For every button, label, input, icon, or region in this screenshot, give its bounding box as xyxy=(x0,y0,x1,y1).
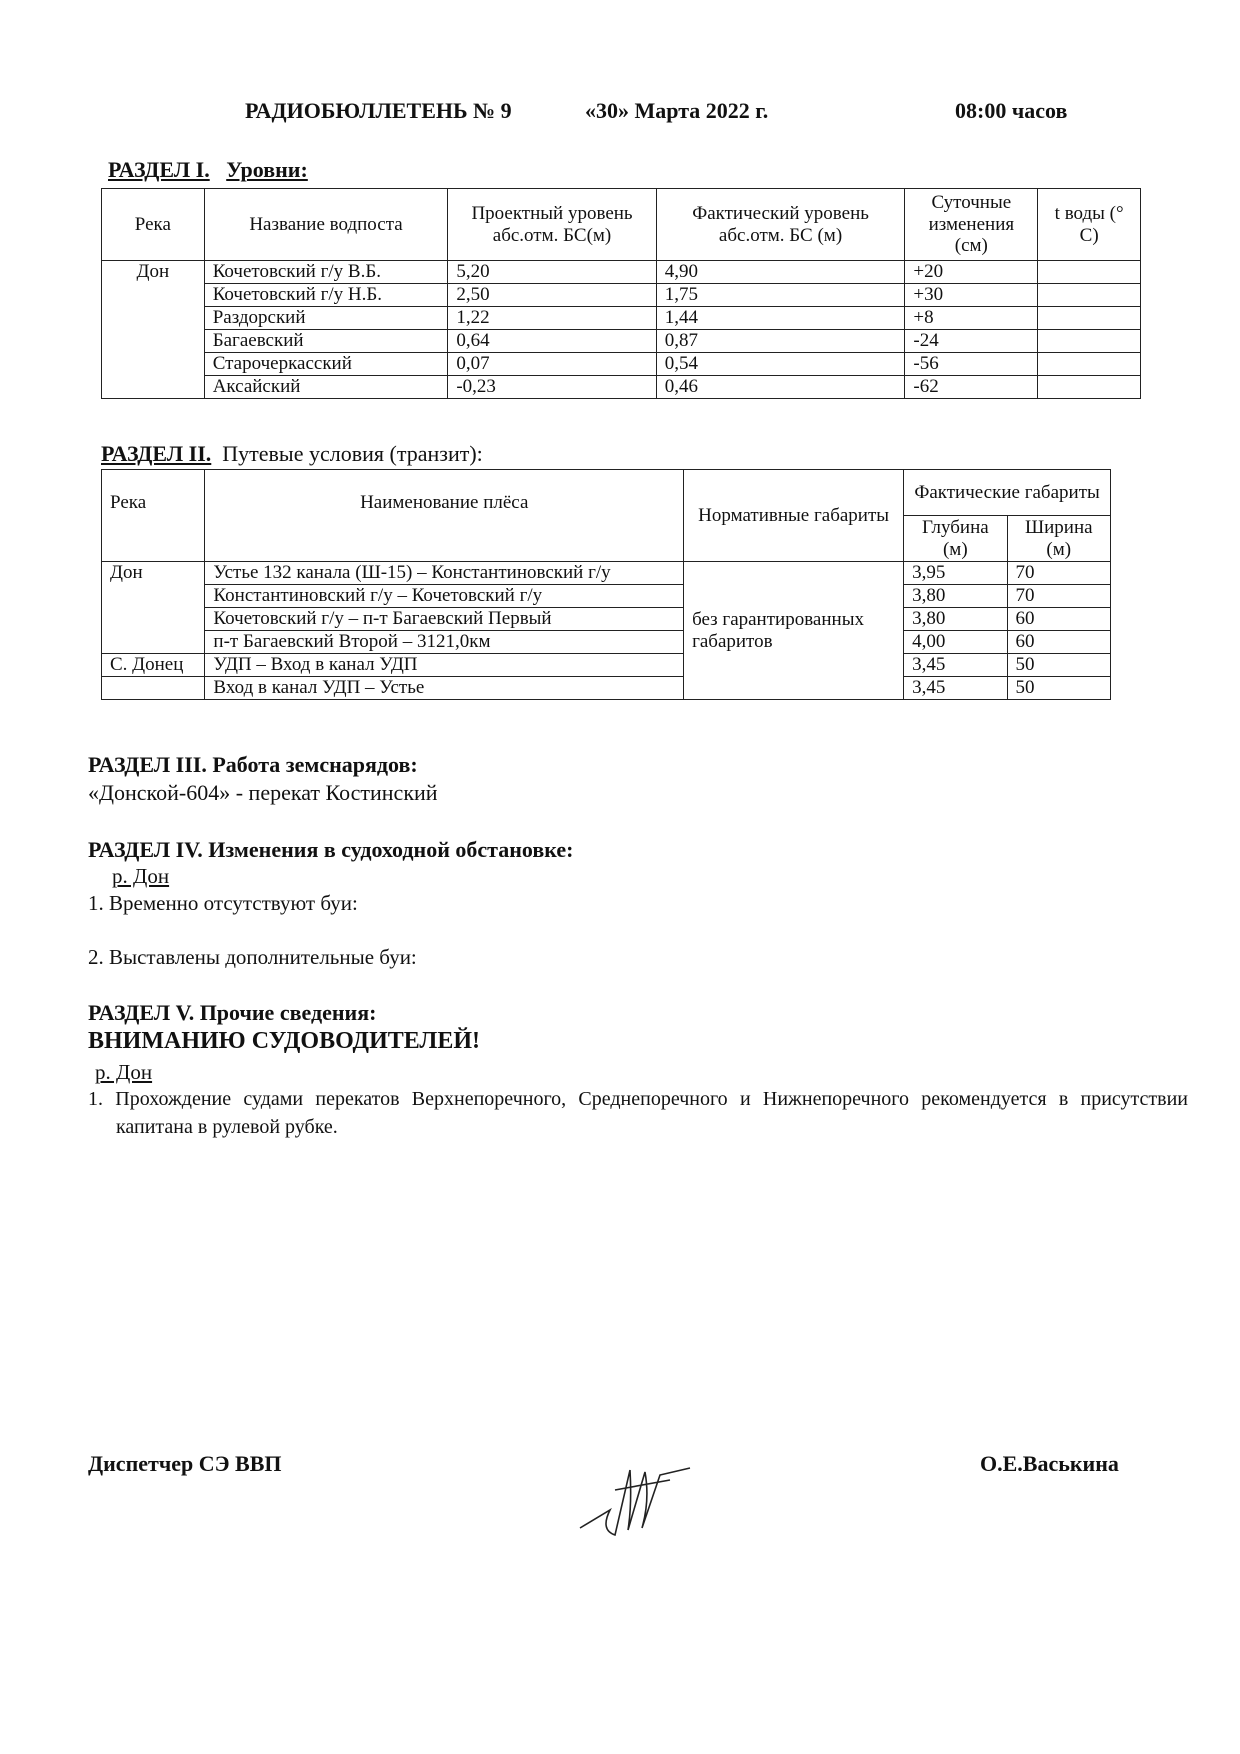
section5-title: РАЗДЕЛ V. Прочие сведения: xyxy=(88,1000,377,1025)
river-cell: Дон xyxy=(102,261,205,399)
col-actual: Фактические габариты xyxy=(904,470,1111,516)
table-row xyxy=(102,376,1141,399)
table-row xyxy=(102,261,1141,284)
table-row xyxy=(102,284,1141,307)
temp-cell xyxy=(1038,376,1141,399)
depth-cell: 3,95 xyxy=(904,562,1007,585)
stretch-cell: УДП – Вход в канал УДП xyxy=(205,654,684,677)
col-depth: Глубина (м) xyxy=(904,516,1007,562)
river-cell: С. Донец xyxy=(102,654,205,677)
table-row xyxy=(102,608,1111,631)
transit-table xyxy=(101,469,1111,700)
section1-title: Уровни: xyxy=(226,157,308,182)
actual-cell: 4,90 xyxy=(656,261,905,284)
change-cell: +8 xyxy=(905,307,1038,330)
change-cell: -24 xyxy=(905,330,1038,353)
width-cell: 60 xyxy=(1007,608,1110,631)
temp-cell xyxy=(1038,307,1141,330)
width-cell: 70 xyxy=(1007,585,1110,608)
width-cell: 50 xyxy=(1007,677,1110,700)
project-cell: 1,22 xyxy=(448,307,656,330)
col-width: Ширина (м) xyxy=(1007,516,1110,562)
river-cell: Дон xyxy=(102,562,205,654)
table-row xyxy=(102,353,1141,376)
depth-cell: 3,45 xyxy=(904,654,1007,677)
section2-label: РАЗДЕЛ II. xyxy=(101,441,212,466)
section3-title: РАЗДЕЛ III. Работа земснарядов: xyxy=(88,752,418,777)
table-row xyxy=(102,330,1141,353)
section2-title: Путевые условия (транзит): xyxy=(222,441,483,466)
bulletin-date: «30» Марта 2022 г. xyxy=(585,98,769,123)
section4-item2: 2. Выставлены дополнительные буи: xyxy=(88,945,417,969)
stretch-cell: Вход в канал УДП – Устье xyxy=(205,677,684,700)
section2-heading xyxy=(101,441,483,467)
temp-cell xyxy=(1038,330,1141,353)
section4-item1: 1. Временно отсутствуют буи: xyxy=(88,891,358,915)
normative-cell: без гарантированных габаритов xyxy=(684,562,904,700)
table-row xyxy=(102,585,1111,608)
stretch-cell: п-т Багаевский Второй – 3121,0км xyxy=(205,631,684,654)
post-cell: Аксайский xyxy=(204,376,448,399)
actual-cell: 0,54 xyxy=(656,353,905,376)
levels-table xyxy=(101,188,1141,399)
width-cell: 50 xyxy=(1007,654,1110,677)
actual-cell: 0,46 xyxy=(656,376,905,399)
actual-cell: 1,75 xyxy=(656,284,905,307)
actual-cell: 0,87 xyxy=(656,330,905,353)
stretch-cell: Константиновский г/у – Кочетовский г/у xyxy=(205,585,684,608)
col-project-level: Проектный уровень абс.отм. БС(м) xyxy=(448,189,656,261)
bulletin-title: РАДИОБЮЛЛЕТЕНЬ № 9 xyxy=(245,98,512,123)
col-normative: Нормативные габариты xyxy=(684,470,904,562)
project-cell: 5,20 xyxy=(448,261,656,284)
col-river: Река xyxy=(102,470,205,562)
depth-cell: 3,80 xyxy=(904,585,1007,608)
depth-cell: 3,45 xyxy=(904,677,1007,700)
change-cell: -56 xyxy=(905,353,1038,376)
col-water-temp: t воды (° С) xyxy=(1038,189,1141,261)
post-cell: Старочеркасский xyxy=(204,353,448,376)
col-stretch: Наименование плёса xyxy=(205,470,684,562)
post-cell: Кочетовский г/у В.Б. xyxy=(204,261,448,284)
table-row xyxy=(102,562,1111,585)
table-row xyxy=(102,631,1111,654)
section4-title: РАЗДЕЛ IV. Изменения в судоходной обстановке: xyxy=(88,837,574,862)
col-daily-change: Суточные изменения (см) xyxy=(905,189,1038,261)
section3-text: «Донской-604» - перекат Костинский xyxy=(88,780,438,805)
stretch-cell: Кочетовский г/у – п-т Багаевский Первый xyxy=(205,608,684,631)
river-cell-empty xyxy=(102,677,205,700)
temp-cell xyxy=(1038,261,1141,284)
depth-cell: 3,80 xyxy=(904,608,1007,631)
project-cell: 0,64 xyxy=(448,330,656,353)
width-cell: 60 xyxy=(1007,631,1110,654)
project-cell: 0,07 xyxy=(448,353,656,376)
project-cell: 2,50 xyxy=(448,284,656,307)
col-actual-level: Фактический уровень абс.отм. БС (м) xyxy=(656,189,905,261)
section5-river: р. Дон xyxy=(95,1060,153,1084)
change-cell: +20 xyxy=(905,261,1038,284)
section4-river: р. Дон xyxy=(112,864,170,888)
table-row xyxy=(102,654,1111,677)
post-cell: Раздорский xyxy=(204,307,448,330)
attention-heading: ВНИМАНИЮ СУДОВОДИТЕЛЕЙ! xyxy=(88,1028,480,1054)
post-cell: Кочетовский г/у Н.Б. xyxy=(204,284,448,307)
actual-cell: 1,44 xyxy=(656,307,905,330)
temp-cell xyxy=(1038,353,1141,376)
depth-cell: 4,00 xyxy=(904,631,1007,654)
section1-heading xyxy=(108,157,308,183)
temp-cell xyxy=(1038,284,1141,307)
col-river: Река xyxy=(102,189,205,261)
post-cell: Багаевский xyxy=(204,330,448,353)
project-cell: -0,23 xyxy=(448,376,656,399)
table-row xyxy=(102,307,1141,330)
signature xyxy=(570,1450,710,1550)
dispatcher-name: О.Е.Васькина xyxy=(980,1451,1119,1476)
dispatcher-label: Диспетчер СЭ ВВП xyxy=(88,1451,282,1476)
change-cell: -62 xyxy=(905,376,1038,399)
table-row xyxy=(102,677,1111,700)
section1-label: РАЗДЕЛ I. xyxy=(108,157,210,182)
bulletin-time: 08:00 часов xyxy=(955,98,1068,123)
width-cell: 70 xyxy=(1007,562,1110,585)
change-cell: +30 xyxy=(905,284,1038,307)
col-post: Название водпоста xyxy=(204,189,448,261)
stretch-cell: Устье 132 канала (Ш-15) – Константиновский г/у xyxy=(205,562,684,585)
section5-item1: 1. Прохождение судами перекатов Верхнепоречного, Среднепоречного и Нижнепоречного рекомендуется в присутствии капитана в рулевой рубке. xyxy=(88,1088,1188,1138)
